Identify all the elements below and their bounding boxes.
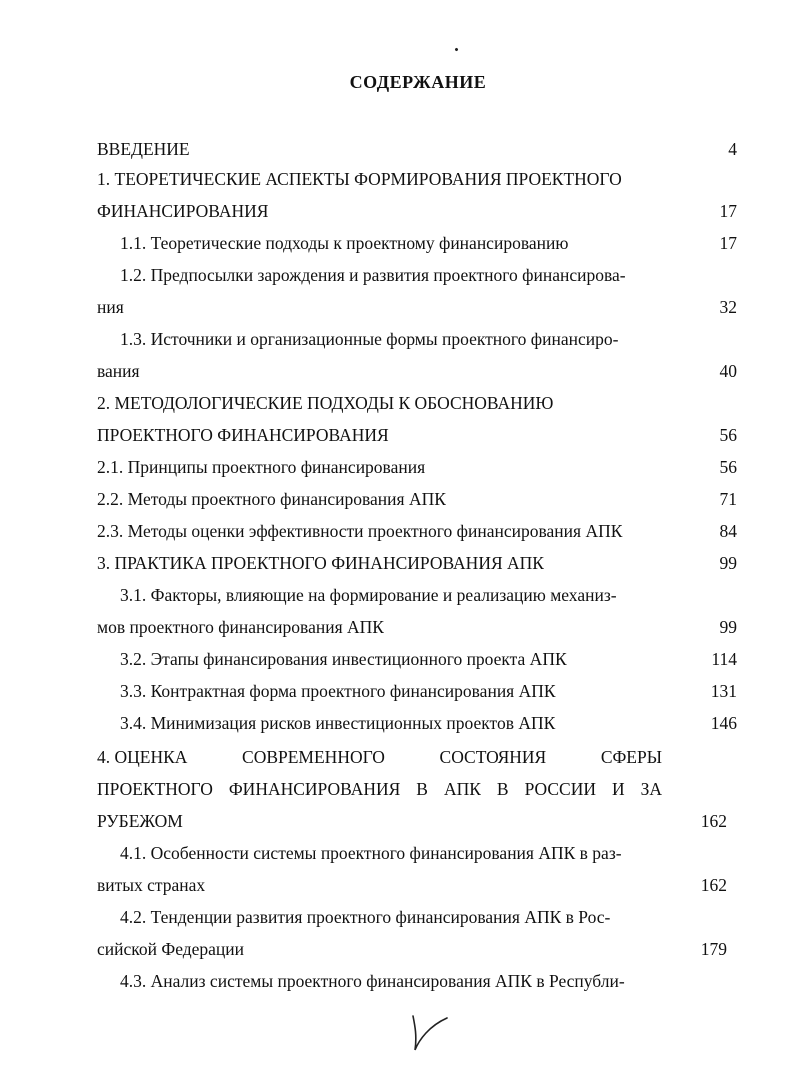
toc-entry-chapter-4-cont[interactable] xyxy=(0,773,792,805)
toc-word: ПРОЕКТНОГО xyxy=(97,779,213,799)
toc-entry-section-2-1[interactable] xyxy=(0,451,792,483)
toc-entry-chapter-3[interactable] xyxy=(0,547,792,579)
toc-entry-chapter-2[interactable] xyxy=(0,387,792,419)
toc-word: В xyxy=(416,779,428,799)
toc-entry-section-1-2-cont[interactable] xyxy=(0,291,792,323)
toc-word: В xyxy=(496,779,509,799)
toc-entry-section-1-3-cont[interactable] xyxy=(0,355,792,387)
toc-entry-text: 3. ПРАКТИКА ПРОЕКТНОГО ФИНАНСИРОВАНИЯ АПК xyxy=(97,553,544,573)
toc-page-number: 114 xyxy=(711,649,737,669)
toc-entry-section-2-3[interactable] xyxy=(0,515,792,547)
toc-entry-section-4-2[interactable] xyxy=(0,901,792,933)
toc-entry-text: 1. ТЕОРЕТИЧЕСКИЕ АСПЕКТЫ ФОРМИРОВАНИЯ ПРОЕКТНОГО xyxy=(97,169,622,189)
toc-entry-text: ФИНАНСИРОВАНИЯ xyxy=(97,201,269,221)
toc-entry-chapter-4[interactable] xyxy=(0,741,792,773)
toc-entry-section-2-2[interactable] xyxy=(0,483,792,515)
toc-page-number: 40 xyxy=(719,361,737,381)
toc-entry-text: 1.1. Теоретические подходы к проектному финансированию xyxy=(120,233,569,253)
toc-entry-text-justified xyxy=(97,773,662,805)
toc-entry-text: 2.3. Методы оценки эффективности проектного финансирования АПК xyxy=(97,521,623,541)
toc-entry-section-4-1-cont[interactable] xyxy=(0,869,792,901)
scan-speck xyxy=(454,47,458,51)
toc-page-number: 162 xyxy=(700,811,727,831)
handwritten-mark xyxy=(405,1010,453,1056)
toc-entry-section-1-1[interactable] xyxy=(0,227,792,259)
toc-word: 4. ОЦЕНКА xyxy=(97,747,188,767)
toc-entry-text: 3.3. Контрактная форма проектного финансирования АПК xyxy=(120,681,556,701)
toc-page-number: 179 xyxy=(700,939,727,959)
toc-entry-section-3-1-cont[interactable] xyxy=(0,611,792,643)
toc-entry-section-3-2[interactable] xyxy=(0,643,792,675)
toc-entry-text: 3.1. Факторы, влияющие на формирование и реализацию механиз- xyxy=(120,585,617,605)
toc-entry-section-4-3[interactable] xyxy=(0,965,792,997)
toc-entry-section-4-2-cont[interactable] xyxy=(0,933,792,965)
toc-entry-introduction[interactable] xyxy=(0,133,792,165)
toc-entry-text: 1.3. Источники и организационные формы проектного финансиро- xyxy=(120,329,619,349)
toc-entry-chapter-2-cont[interactable] xyxy=(0,419,792,451)
toc-page-number: 84 xyxy=(719,521,737,541)
toc-entry-text: витых странах xyxy=(97,875,206,895)
toc-page-number: 56 xyxy=(719,457,737,477)
toc-entry-section-3-1[interactable] xyxy=(0,579,792,611)
toc-entry-text: вания xyxy=(97,361,140,381)
toc-page-number: 17 xyxy=(719,233,737,253)
toc-entry-text: 3.2. Этапы финансирования инвестиционного проекта АПК xyxy=(120,649,567,669)
toc-entry-section-1-2[interactable] xyxy=(0,259,792,291)
toc-entry-text: РУБЕЖОМ xyxy=(97,811,183,831)
page-title: СОДЕРЖАНИЕ xyxy=(349,72,487,92)
toc-entry-section-3-4[interactable] xyxy=(0,707,792,739)
toc-entry-text: мов проектного финансирования АПК xyxy=(97,617,384,637)
toc-page-number: 131 xyxy=(710,681,737,701)
toc-entry-chapter-4-cont-2[interactable] xyxy=(0,805,792,837)
toc-page-number: 4 xyxy=(728,139,737,159)
toc-entry-chapter-1[interactable] xyxy=(0,163,792,195)
toc-entry-text: 2. МЕТОДОЛОГИЧЕСКИЕ ПОДХОДЫ К ОБОСНОВАНИЮ xyxy=(97,393,554,413)
toc-entry-text: ПРОЕКТНОГО ФИНАНСИРОВАНИЯ xyxy=(97,425,389,445)
toc-entry-text: 3.4. Минимизация рисков инвестиционных проектов АПК xyxy=(120,713,556,733)
toc-page-number: 56 xyxy=(719,425,737,445)
toc-word: СФЕРЫ xyxy=(600,747,662,767)
toc-entry-text: 2.2. Методы проектного финансирования АПК xyxy=(97,489,446,509)
toc-word: ФИНАНСИРОВАНИЯ xyxy=(228,779,401,799)
toc-page-number: 99 xyxy=(719,553,737,573)
toc-entry-chapter-1-cont[interactable] xyxy=(0,195,792,227)
toc-entry-text: ВВЕДЕНИЕ xyxy=(97,139,190,159)
toc-entry-text: 4.3. Анализ системы проектного финансирования АПК в Республи- xyxy=(120,971,625,991)
toc-entry-text: 4.2. Тенденции развития проектного финансирования АПК в Рос- xyxy=(120,907,611,927)
toc-entry-section-4-1[interactable] xyxy=(0,837,792,869)
toc-entry-section-3-3[interactable] xyxy=(0,675,792,707)
toc-word: АПК xyxy=(443,779,481,799)
toc-word: СОВРЕМЕННОГО xyxy=(242,747,385,767)
toc-entry-text: 1.2. Предпосылки зарождения и развития проектного финансирова- xyxy=(120,265,626,285)
toc-page-number: 71 xyxy=(719,489,737,509)
toc-page-number: 99 xyxy=(719,617,737,637)
toc-entry-text: 2.1. Принципы проектного финансирования xyxy=(97,457,426,477)
toc-entry-text-justified xyxy=(97,741,662,773)
toc-word: И xyxy=(611,779,625,799)
toc-page-number: 17 xyxy=(719,201,737,221)
toc-entry-text: 4.1. Особенности системы проектного финансирования АПК в раз- xyxy=(120,843,622,863)
toc-page-number: 32 xyxy=(719,297,737,317)
toc-word: ЗА xyxy=(640,779,662,799)
toc-entry-text: ния xyxy=(97,297,124,317)
toc-page-number: 162 xyxy=(700,875,727,895)
toc-word: РОССИИ xyxy=(524,779,596,799)
toc-entry-text: сийской Федерации xyxy=(97,939,245,959)
toc-entry-section-1-3[interactable] xyxy=(0,323,792,355)
toc-page-number: 146 xyxy=(710,713,737,733)
toc-word: СОСТОЯНИЯ xyxy=(439,747,547,767)
